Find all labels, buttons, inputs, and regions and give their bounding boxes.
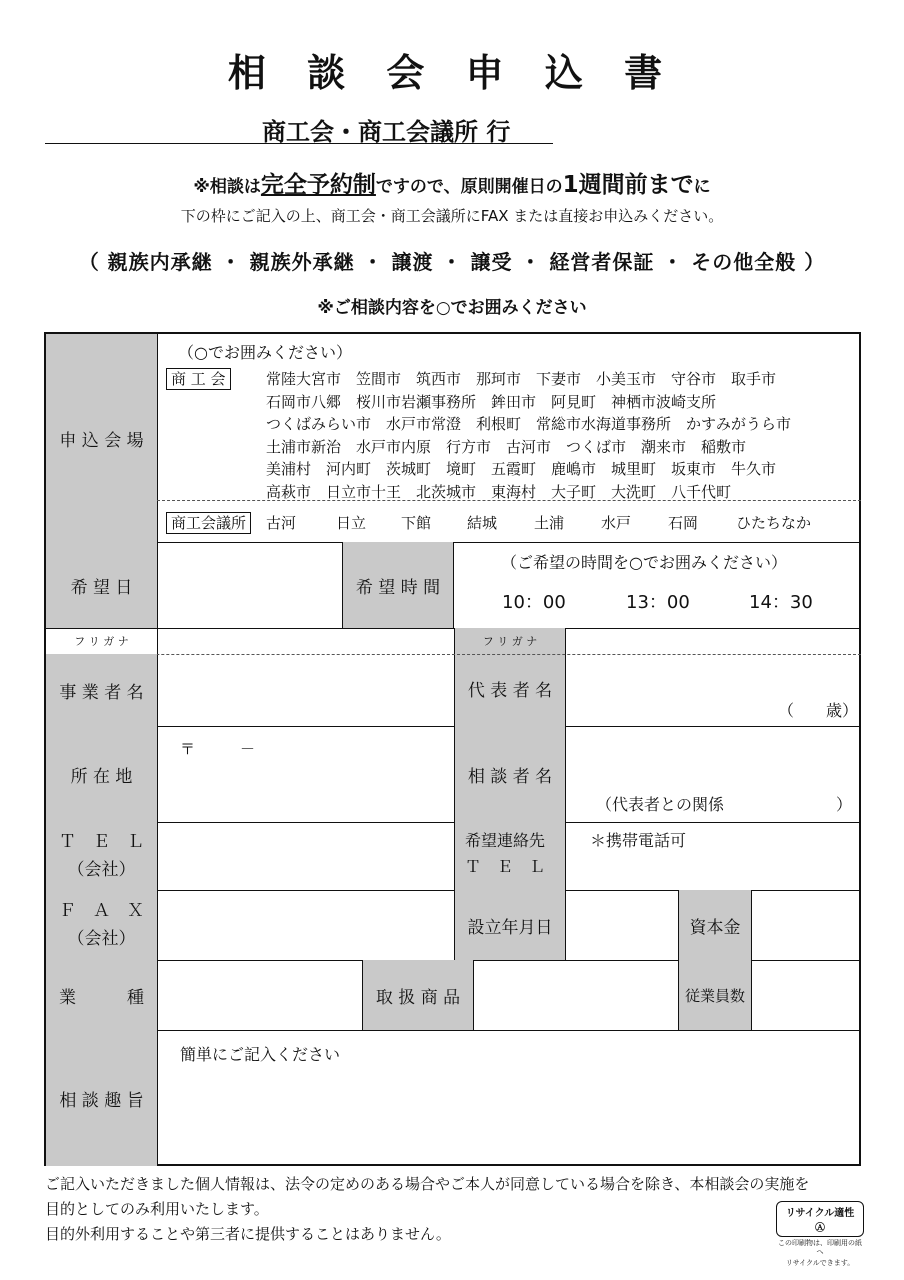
established-label: 設立年月日 bbox=[454, 890, 566, 960]
date-label: 希 望 日 bbox=[46, 542, 157, 628]
shokokai-row[interactable]: 常陸大宮市 笠間市 筑西市 那珂市 下妻市 小美玉市 守谷市 取手市 bbox=[266, 370, 777, 388]
mobile-ok-note: ＊携帯電話可 bbox=[590, 831, 687, 850]
circle-instruction: ※ご相談内容を○でお囲みください bbox=[317, 298, 587, 318]
business-name-label: 事 業 者 名 bbox=[46, 654, 157, 726]
recycle-note-1: この印刷物は、印刷用の紙へ bbox=[778, 1239, 862, 1256]
products-label: 取 扱 商 品 bbox=[362, 960, 474, 1030]
fax-label: Ｆ Ａ Ｘ bbox=[59, 901, 144, 921]
shokokai-row[interactable]: 美浦村 河内町 茨城町 境町 五霞町 鹿嶋市 城里町 坂東市 牛久市 bbox=[266, 460, 777, 478]
relation-field[interactable]: （代表者との関係 ） bbox=[596, 795, 853, 814]
notice-post: に bbox=[693, 177, 711, 197]
shokokai-row[interactable]: 高萩市 日立市十王 北茨城市 東海村 大子町 大洗町 八千代町 bbox=[266, 482, 732, 501]
kaigisho-item[interactable]: 結城 bbox=[467, 514, 498, 532]
privacy-note-line-2: 目的としてのみ利用いたします。 bbox=[45, 1200, 269, 1218]
recycle-badge: リサイクル適性Ⓐ bbox=[776, 1201, 864, 1237]
kaigisho-item[interactable]: 下館 bbox=[401, 514, 432, 532]
contact-label-cell bbox=[454, 822, 566, 890]
address-label: 所 在 地 bbox=[46, 726, 157, 822]
venue-divider bbox=[157, 500, 861, 501]
date-input[interactable] bbox=[157, 542, 342, 628]
company-tel-input[interactable] bbox=[157, 822, 454, 890]
venue-instruction: （○でお囲みください） bbox=[178, 343, 352, 362]
purpose-label: 相 談 趣 旨 bbox=[46, 1030, 157, 1166]
kaigisho-label: 商工会議所 bbox=[166, 512, 251, 534]
tel-label-cell bbox=[46, 822, 157, 890]
employees-input[interactable] bbox=[752, 960, 861, 1030]
established-input[interactable] bbox=[566, 890, 678, 960]
kaigisho-item[interactable]: ひたちなか bbox=[736, 514, 812, 532]
capital-input[interactable] bbox=[752, 890, 861, 960]
contact-tel-label: Ｔ Ｅ Ｌ bbox=[465, 857, 546, 876]
representative-label: 代 表 者 名 bbox=[467, 681, 553, 701]
contact-label: 希望連絡先 bbox=[465, 831, 546, 850]
postal-code-field[interactable]: 〒 － bbox=[180, 740, 256, 758]
page-title: 相 談 会 申 込 書 bbox=[227, 51, 677, 95]
addressee: 商工会・商工会議所 行 bbox=[262, 118, 511, 146]
addressee-underline bbox=[45, 143, 553, 144]
tel-label: Ｔ Ｅ Ｌ bbox=[59, 832, 144, 852]
kaigisho-item[interactable]: 土浦 bbox=[534, 514, 565, 532]
capital-label: 資本金 bbox=[678, 890, 752, 960]
time-option[interactable]: 10：00 bbox=[502, 592, 566, 613]
company-fax-input[interactable] bbox=[157, 890, 454, 960]
privacy-note-line-3: 目的外利用することや第三者に提供することはありません。 bbox=[45, 1225, 451, 1243]
privacy-note-line-1: ご記入いただきました個人情報は、法令の定めのある場合やご本人が同意している場合を除き、本相談会の実施を bbox=[45, 1175, 810, 1193]
time-option[interactable]: 14：30 bbox=[749, 592, 813, 613]
shokokai-venue-list[interactable] bbox=[266, 368, 791, 503]
shokokai-row[interactable]: 石岡市八郷 桜川市岩瀬事務所 鉾田市 阿見町 神栖市波崎支所 bbox=[266, 392, 717, 411]
furigana-label: フ リ ガ ナ bbox=[482, 635, 538, 648]
business-name-input[interactable] bbox=[157, 628, 454, 726]
recycle-note-2: リサイクルできます。 bbox=[785, 1259, 855, 1267]
shokokai-label: 商 工 会 bbox=[166, 368, 231, 390]
age-field[interactable]: （ 歳） bbox=[778, 701, 859, 720]
employees-label: 従業員数 bbox=[678, 960, 752, 1030]
venue-label: 申 込 会 場 bbox=[46, 334, 157, 542]
kaigisho-item[interactable]: 古河 bbox=[266, 514, 297, 532]
notice-emph-reservation: 完全予約制 bbox=[260, 172, 376, 198]
products-input[interactable] bbox=[474, 960, 678, 1030]
furigana-label: フ リ ガ ナ bbox=[74, 635, 129, 648]
consultation-categories[interactable]: （ 親族内承継 ・ 親族外承継 ・ 譲渡 ・ 譲受 ・ 経営者保証 ・ その他全般 ） bbox=[78, 250, 826, 274]
notice-line-2: 下の枠にご記入の上、商工会・商工会議所にFAX または直接お申込みください。 bbox=[180, 207, 724, 225]
industry-input[interactable] bbox=[157, 960, 362, 1030]
time-option[interactable]: 13：00 bbox=[626, 592, 690, 613]
shokokai-row[interactable]: 土浦市新治 水戸市内原 行方市 古河市 つくば市 潮来市 稲敷市 bbox=[266, 437, 747, 456]
kaigisho-item[interactable]: 水戸 bbox=[601, 514, 632, 532]
fax-label-cell bbox=[46, 890, 157, 960]
company-note: （会社） bbox=[67, 860, 136, 880]
shokokai-row[interactable]: つくばみらい市 水戸市常澄 利根町 常総市水海道事務所 かすみがうら市 bbox=[266, 415, 792, 433]
notice-pre: ※相談は bbox=[193, 177, 261, 197]
purpose-hint: 簡単にご記入ください bbox=[180, 1045, 341, 1064]
consultant-name-label: 相 談 者 名 bbox=[454, 726, 566, 822]
kaigisho-item[interactable]: 石岡 bbox=[668, 514, 699, 532]
kaigisho-item[interactable]: 日立 bbox=[336, 514, 367, 532]
application-form bbox=[44, 332, 861, 1166]
notice-emph-deadline: 1週間前まで bbox=[562, 172, 694, 198]
industry-label: 業 種 bbox=[46, 960, 157, 1030]
time-instruction: （ご希望の時間を○でお囲みください） bbox=[501, 553, 787, 572]
notice-mid: ですので、原則開催日の bbox=[375, 177, 563, 197]
company-note: （会社） bbox=[67, 929, 136, 949]
time-label: 希 望 時 間 bbox=[342, 542, 454, 628]
recycle-mark bbox=[776, 1201, 864, 1268]
notice-line-1 bbox=[0, 166, 904, 199]
